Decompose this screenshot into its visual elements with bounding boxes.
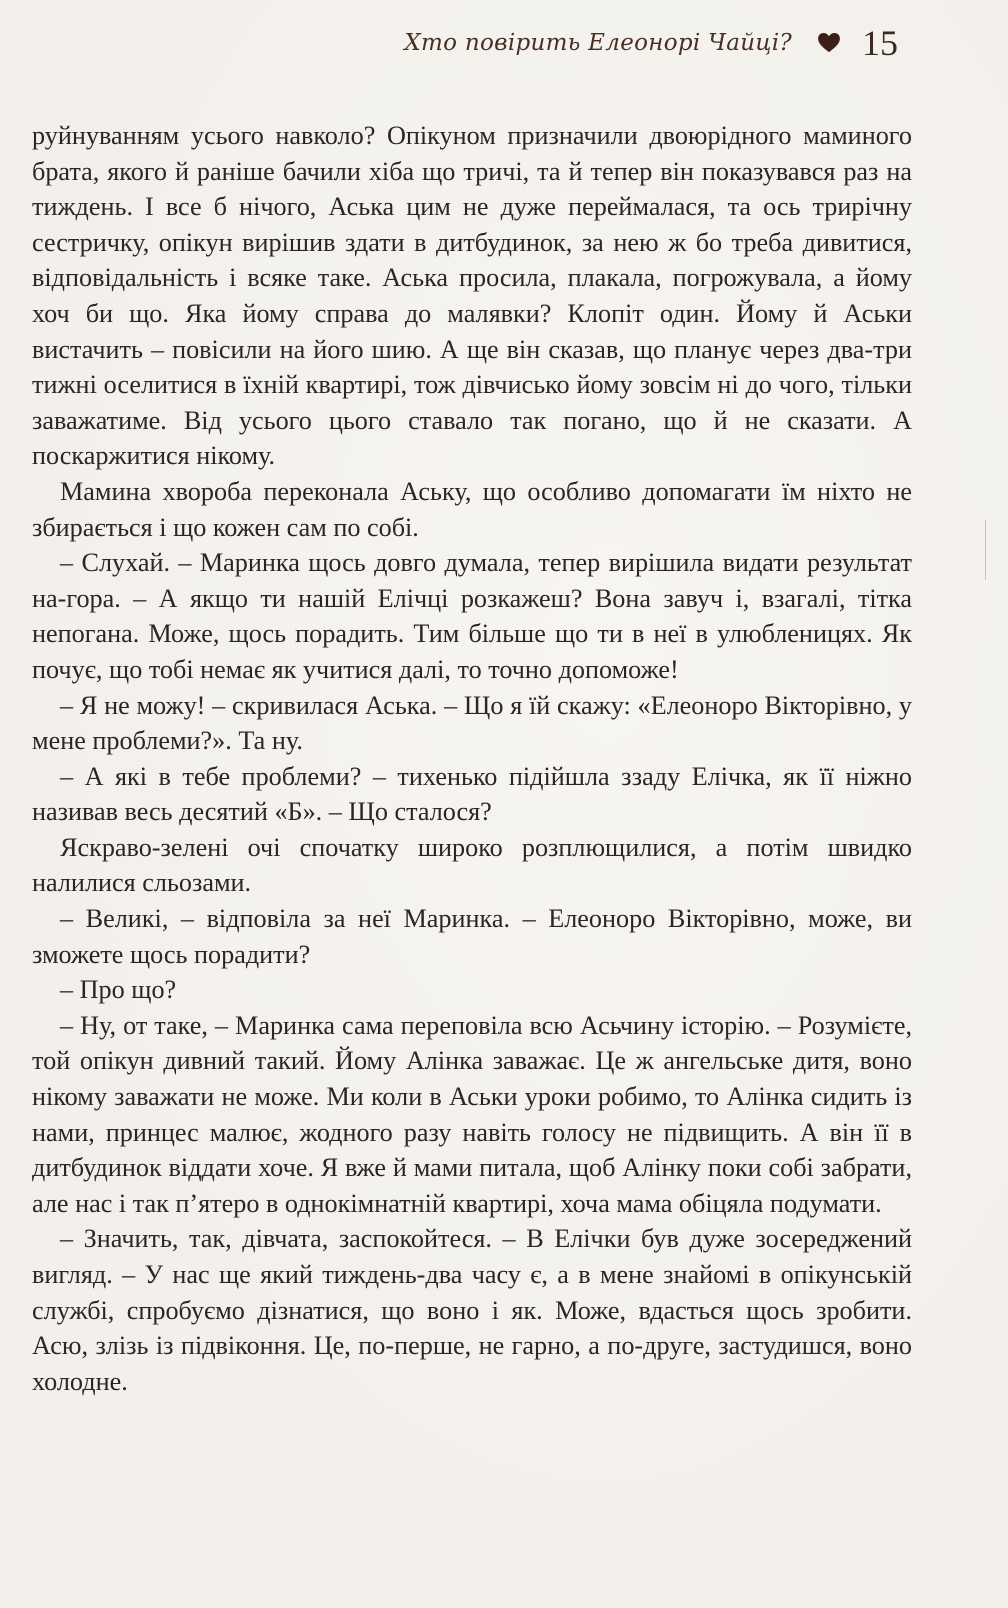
paragraph: – Про що? — [60, 975, 177, 1005]
page-header — [404, 22, 898, 64]
paragraph: Яскраво-зелені очі спочатку широко розплющилися, а потім швидко налилися сльозами. — [32, 832, 912, 898]
paragraph: – Значить, так, дівчата, заспокойтеся. – В Елічки був дуже зосереджений вигляд. – У нас ще який тиждень-два часу є, а в мене знайомі в опікунській службі, спробуємо дізнатися, що воно і як. Може, вдасться щось зробити. Асю, злізь із підвіконня. Це, по-перше, не гарно, а по-друге, застудишся, воно холодне. — [32, 1224, 912, 1396]
paragraph: руйнуванням усього навколо? Опікуном призначили двоюрідного маминого брата, якого й раніше бачили хіба що тричі, та й тепер він показувався раз на тиждень. І все б нічого, Аська цим не дуже переймалася, та ось трирічну сестричку, опікун вирішив здати в дитбудинок, за нею ж бо треба дивитися, відповідальність і всяке таке. Аська просила, плакала, погрожувала, а йому хоч би що. Яка йому справа до малявки? Клопіт один. Йому й Аськи вистачить – повісили на його шию. А ще він сказав, що планує через два-три тижні оселитися в їхній квартирі, тож дівчисько йому зовсім ні до чого, тільки заважатиме. Від усього цього ставало так погано, що й не сказати. А поскаржитися нікому. — [32, 121, 912, 471]
page-edge-mark — [985, 520, 986, 580]
paragraph: Мамина хвороба переконала Аську, що особливо допомагати їм ніхто не збирається і що кожен сам по собі. — [32, 476, 912, 542]
heart-icon — [818, 33, 840, 53]
body-text — [32, 118, 912, 1399]
page-number: 15 — [862, 23, 898, 63]
running-title: Хто повірить Елеонорі Чайці? — [404, 30, 792, 56]
paragraph: – Ну, от таке, – Маринка сама переповіла всю Асьчину історію. – Розумієте, той опікун дивний такий. Йому Алінка заважає. Це ж ангельське дитя, воно нікому заважати не може. Ми коли в Аськи уроки робимо, то Алінка сидить із нами, принцес малює, жодного разу навіть голосу не підвищить. А він її в дитбудинок віддати хоче. Я вже й мами питала, щоб Алінку поки собі забрати, але нас і так п’ятеро в однокімнатній квартирі, хоча мама обіцяла подумати. — [32, 1010, 912, 1218]
paragraph: – А які в тебе проблеми? – тихенько підійшла ззаду Елічка, як її ніжно називав весь десятий «Б». – Що сталося? — [32, 761, 912, 827]
paragraph: – Я не можу! – скривилася Аська. – Що я їй скажу: «Елеоноро Вікторівно, у мене проблеми?». Та ну. — [32, 690, 912, 756]
paragraph: – Великі, – відповіла за неї Маринка. – Елеоноро Вікторівно, може, ви зможете щось порадити? — [32, 904, 912, 969]
paragraph: – Слухай. – Маринка щось довго думала, тепер вирішила видати результат на-гора. – А якщо ти нашій Елічці розкажеш? Вона завуч і, взагалі, тітка непогана. Може, щось порадить. Тим більше що ти в неї в улюбленицях. Як почує, що тобі немає як учитися далі, то точно допоможе! — [32, 548, 912, 684]
